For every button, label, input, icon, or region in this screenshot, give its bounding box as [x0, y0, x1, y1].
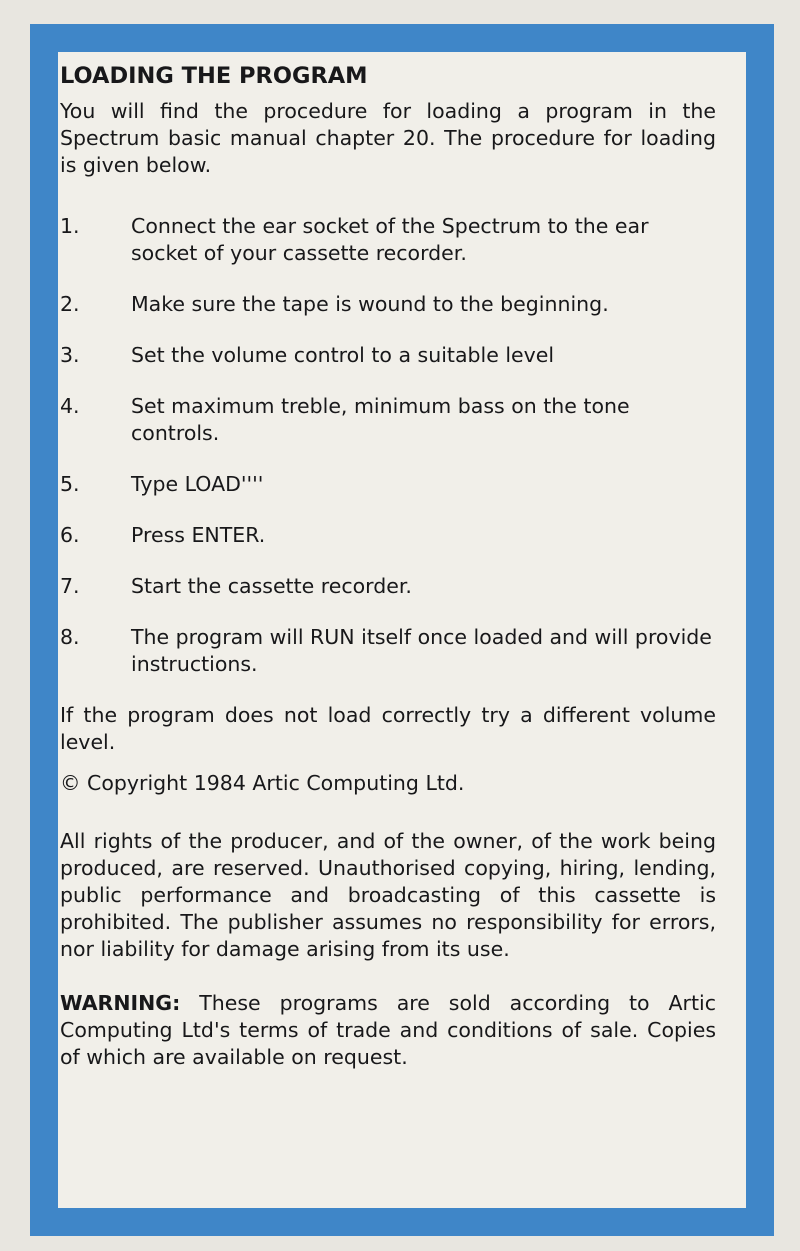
warning-label: WARNING: [60, 991, 181, 1015]
step-number: 8. [60, 625, 80, 649]
instructions-content [60, 62, 716, 1071]
warning-notice [60, 990, 716, 1071]
intro-text: You will find the procedure for loading a program in the Spectrum basic manual chapter 20. The procedure for loading is given below. [60, 99, 716, 177]
step-item-6 [60, 522, 716, 549]
step-item-8 [60, 624, 716, 678]
step-number: 7. [60, 574, 80, 598]
loading-steps-list [60, 213, 716, 678]
step-item-1 [60, 213, 716, 267]
step-number: 2. [60, 292, 80, 316]
step-item-5 [60, 471, 716, 498]
step-number: 5. [60, 472, 80, 496]
step-text: The program will RUN itself once loaded and will provide instructions. [131, 625, 712, 676]
step-number: 4. [60, 394, 80, 418]
rights-notice: All rights of the producer, and of the owner, of the work being produced, are reserved. Unauthorised copying, hiring, lending, public performance and broadcasting of this cassette is prohibited. The publisher assumes no responsibility for errors, nor liability for damage arising from its use. [60, 829, 716, 961]
step-text: Press ENTER. [131, 523, 266, 547]
step-item-2 [60, 291, 716, 318]
step-text: Set the volume control to a suitable level [131, 343, 555, 367]
step-text: Make sure the tape is wound to the beginning. [131, 292, 609, 316]
step-number: 3. [60, 343, 80, 367]
troubleshooting-note: If the program does not load correctly try a different volume level. [60, 703, 716, 754]
copyright-notice: © Copyright 1984 Artic Computing Ltd. [60, 771, 465, 795]
warning-text: These programs are sold according to Artic Computing Ltd's terms of trade and conditions of sale. Copies of which are available on request. [60, 991, 716, 1069]
step-item-3 [60, 342, 716, 369]
step-number: 1. [60, 214, 80, 238]
step-text: Connect the ear socket of the Spectrum to the ear socket of your cassette recorder. [131, 214, 649, 265]
page-title: LOADING THE PROGRAM [60, 63, 368, 89]
step-text: Set maximum treble, minimum bass on the tone controls. [131, 394, 630, 445]
step-item-4 [60, 393, 716, 447]
step-text: Start the cassette recorder. [131, 574, 412, 598]
step-item-7 [60, 573, 716, 600]
step-text: Type LOAD'''' [131, 472, 264, 496]
step-number: 6. [60, 523, 80, 547]
